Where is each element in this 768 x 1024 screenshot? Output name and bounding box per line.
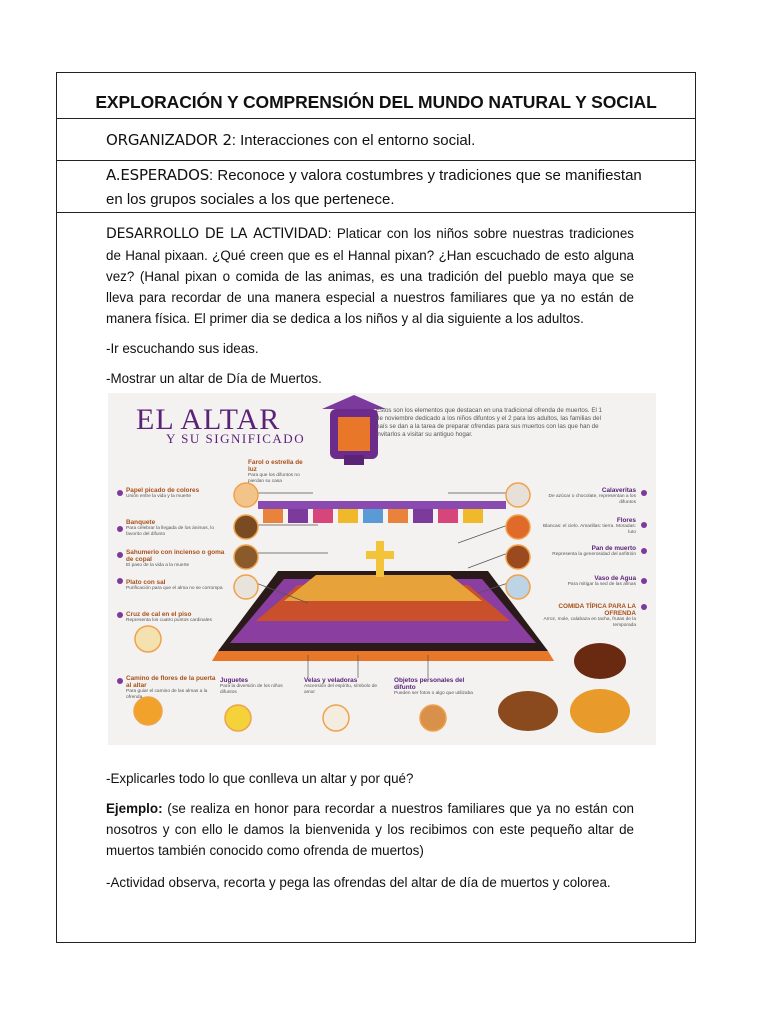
label-comida-tipica: COMIDA TÍPICA PARA LA OFRENDA Arroz, mole, calabaza en tacha, frutas de la temporada: [543, 603, 636, 628]
label-flores: Flores Blancas: el cielo. Amarillas: tierra. Moradas: luto: [542, 517, 636, 535]
organizer-text: : Interacciones con el entorno social.: [231, 132, 476, 149]
table-divider: [56, 212, 696, 213]
activity-step: -Mostrar un altar de Día de Muertos.: [106, 371, 322, 386]
example-paragraph: [106, 798, 634, 861]
label-vaso-agua: Vaso de Agua Para mitigar la sed de las almas: [567, 575, 636, 587]
label-objetos-personales: Objetos personales del difunto Pueden ser fotos o algo que utilizaba: [394, 677, 473, 696]
label-juguetes: Juguetes Para la diversión de los niños difuntos: [220, 677, 283, 695]
table-divider: [56, 118, 696, 119]
activity-step: -Explicarles todo lo que conlleva un altar y por qué?: [106, 771, 414, 786]
example-label: Ejemplo:: [106, 801, 163, 816]
label-calaveritas: Calaveritas De azúcar o chocolate, representan a los difuntos: [548, 487, 636, 505]
table-divider: [56, 160, 696, 161]
infographic-intro: Estos son los elementos que destacan en una tradicional ofrenda de muertos. El 1 de noviembre dedicado a los niños difuntos y el 2 para los adultos, las familias del país se dan a la tarea de preparar ofrendas para sus muertos con las que han de invitarlos a visitar su antiguo hogar.: [376, 407, 602, 438]
label-cruz-cal: Cruz de cal en el piso Representa los cuatro puntos cardinales: [126, 611, 212, 623]
activity-label: DESARROLLO DE LA ACTIVIDAD: [106, 226, 328, 242]
infographic-heading: EL ALTAR: [136, 403, 281, 436]
label-velas: Velas y veladoras Ascensión del espíritu, símbolo de amor: [304, 677, 378, 695]
table-top-border: [56, 72, 696, 73]
label-camino-flores: Camino de flores de la puerta al altar Para guiar el camino de las almas a la ofrenda: [126, 675, 216, 700]
infographic-subheading: Y SU SIGNIFICADO: [166, 431, 306, 446]
example-text: (se realiza en honor para recordar a nuestros familiares que ya no están con nosotros y con ello le damos la bienvenida y los recibimos con este pequeño altar de muertos también conocido como ofrenda de muertos): [106, 801, 634, 858]
organizer-row: [106, 128, 686, 153]
table-bottom-border: [56, 942, 696, 943]
label-farol: Farol o estrella de luz Para que los difuntos no pierdan su casa: [248, 459, 303, 484]
activity-step: -Actividad observa, recorta y pega las ofrendas del altar de día de muertos y colorea.: [106, 875, 611, 890]
expected-row: [106, 163, 686, 212]
label-sahumerio: Sahumerio con incienso o goma de copal El paso de la vida a la muerte: [126, 549, 225, 568]
activity-paragraph: [106, 223, 634, 329]
organizer-label: ORGANIZADOR 2: [106, 131, 232, 149]
altar-infographic: [108, 393, 656, 745]
label-banquete: Banquete Para celebrar la llegada de los ánimas, lo favorito del difunto: [126, 519, 214, 537]
activity-step: -Ir escuchando sus ideas.: [106, 341, 259, 356]
label-pan-muerto: Pan de muerto Representa la generosidad del anfitrión: [552, 545, 636, 557]
expected-label: A.ESPERADOS: [106, 166, 210, 184]
expected-text-line2: en los grupos sociales a los que pertenece.: [106, 191, 395, 208]
label-plato-sal: Plato con sal Purificación para que el alma no se corrompa: [126, 579, 223, 591]
page-title: EXPLORACIÓN Y COMPRENSIÓN DEL MUNDO NATURAL Y SOCIAL: [95, 92, 657, 112]
activity-lead: : Platicar con los niños sobre nuestras tradiciones de Hanal pixaan. ¿Qué creen que es el Hannal pixan? ¿Han escuchado de esto alguna vez? (Hanal pixan o comida de las animas, es una tradición del pueblo maya que se lleva para recordar de una manera especial a nuestros familiares que ya no están de manera física. El primer dia se dedica a los niños y al dia siguiente a los adultos.: [106, 226, 635, 326]
expected-text-line1: : Reconoce y valora costumbres y tradiciones que se manifiestan: [209, 167, 642, 184]
label-papel-picado: Papel picado de colores Unión entre la vida y la muerte: [126, 487, 200, 499]
